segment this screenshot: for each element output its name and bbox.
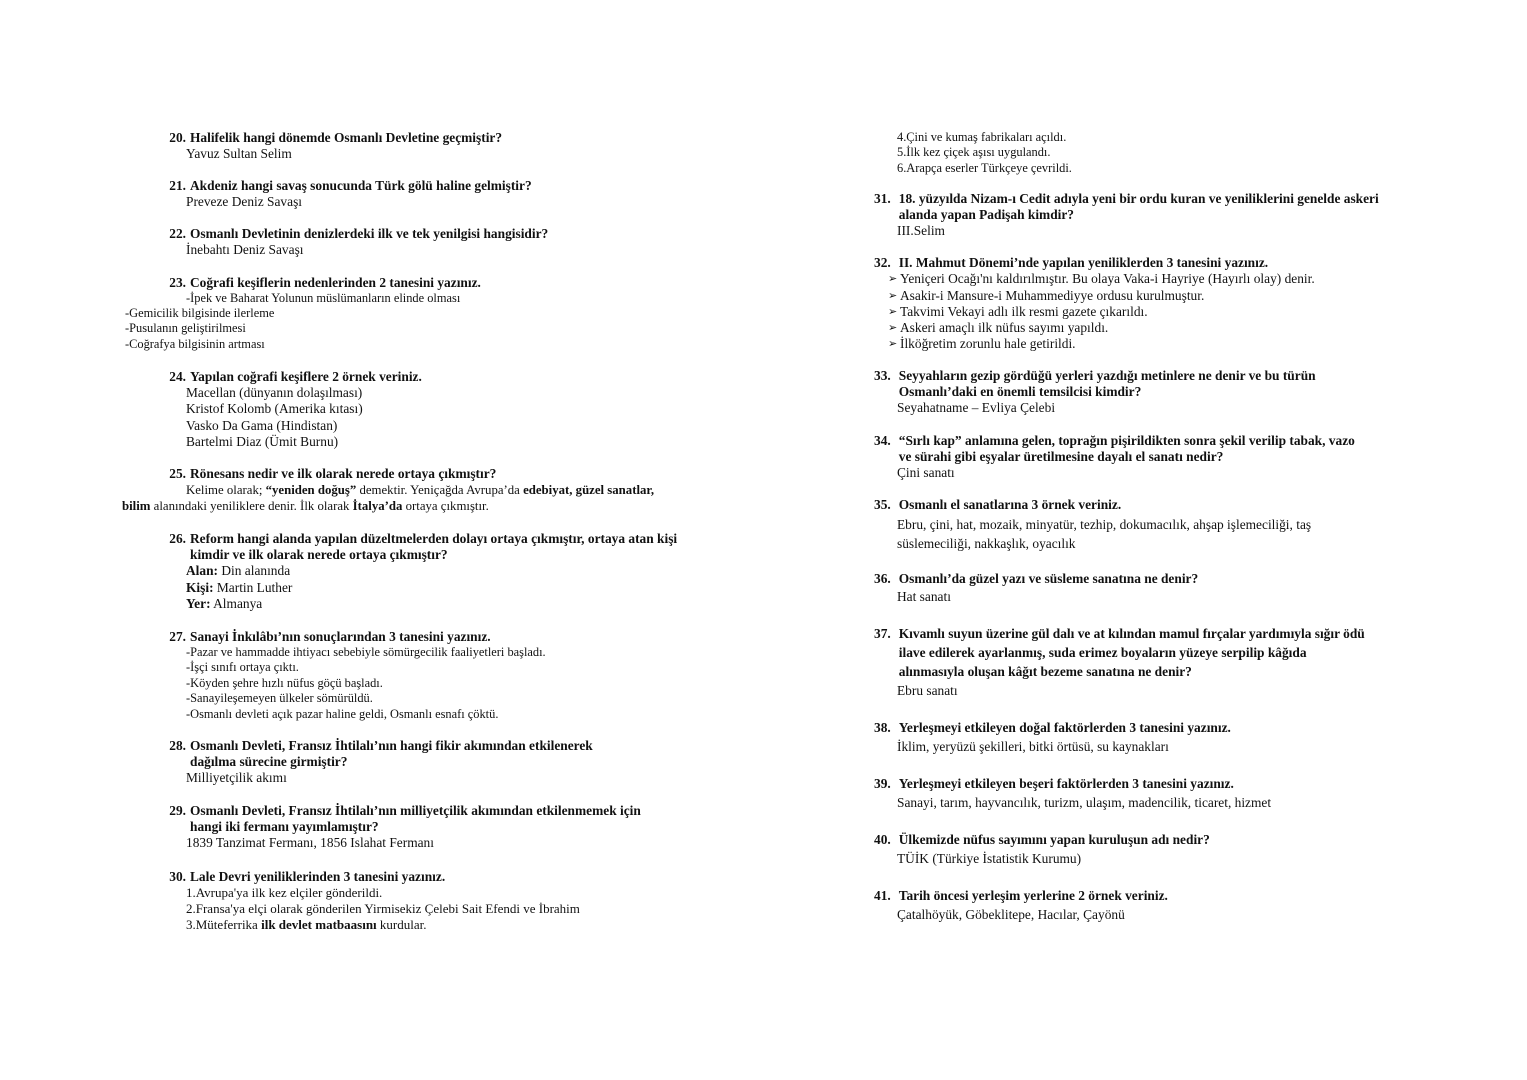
bullet-text: Takvimi Vekayi adlı ilk resmi gazete çıkarıldı. (900, 303, 1148, 319)
answer-line: 1.Avrupa'ya ilk kez elçiler gönderildi. (186, 884, 383, 900)
answer-label: Kişi: (186, 579, 214, 595)
answer-line: Bartelmi Diaz (Ümit Burnu) (186, 433, 339, 449)
answer: Milliyetçilik akımı (186, 770, 287, 786)
answer: 1839 Tanzimat Fermanı, 1856 Islahat Fermanı (186, 835, 434, 851)
answer-text: demektir. Yeniçağda Avrupa’da (356, 483, 524, 498)
answer-line (122, 917, 682, 933)
question-text: Osmanlı Devleti, Fransız İhtilalı’nın hangi fikir akımından etkilenerek dağılma sürecine girmiştir? (190, 738, 593, 770)
answer-text-bold: İtalya’da (352, 499, 403, 514)
bullet-text: Asakir-i Mansure-i Muhammediyye ordusu kurulmuştur. (900, 287, 1205, 303)
answer-text: ortaya çıkmıştır. (402, 499, 489, 514)
question-number: 41. (874, 887, 891, 903)
answer-line: -Osmanlı devleti açık pazar haline geldi, Osmanlı esnafı çöktü. (186, 706, 499, 721)
answer-label: Alan: (186, 563, 218, 579)
question-text: Halifelik hangi dönemde Osmanlı Devletine geçmiştir? (190, 130, 503, 145)
question-28 (122, 738, 682, 786)
answer: Preveze Deniz Savaşı (186, 194, 303, 210)
question-38 (874, 718, 1394, 756)
question-text: Tarih öncesi yerleşim yerlerine 2 örnek veriniz. (898, 887, 1168, 903)
answer-line (122, 596, 682, 612)
arrow-bullet-icon: ➢ (888, 273, 898, 286)
question-36 (874, 571, 1394, 606)
question-text: Osmanlı Devletinin denizlerdeki ilk ve tek yenilgisi hangisidir? (190, 226, 549, 242)
answer-line: -Sanayileşemeyen ülkeler sömürüldü. (186, 691, 373, 706)
left-column (122, 130, 682, 933)
question-number: 39. (874, 775, 891, 791)
answer: TÜİK (Türkiye İstatistik Kurumu) (897, 850, 1082, 866)
question-23 (122, 275, 682, 353)
answer-line: Macellan (dünyanın dolaşılması) (186, 385, 363, 401)
question-20 (122, 130, 682, 162)
question-21 (122, 178, 682, 210)
question-31 (874, 191, 1394, 239)
question-number: 36. (874, 570, 891, 586)
question-text: Rönesans nedir ve ilk olarak nerede ortaya çıkmıştır? (190, 466, 497, 482)
answer-line: 2.Fransa'ya elçi olarak gönderilen Yirmisekiz Çelebi Sait Efendi ve İbrahim (186, 900, 580, 916)
question-30 (122, 869, 682, 934)
answer-text: alanındaki yeniliklere denir. İlk olarak (150, 499, 353, 514)
answer: Ebru, çini, hat, mozaik, minyatür, tezhip, dokumacılık, ahşap işlemeciliği, taş süslemeciliği, nakkaşlık, oyacılık (897, 516, 1312, 551)
answer-value: Martin Luther (213, 579, 293, 595)
answer: Çini sanatı (897, 464, 955, 480)
question-22 (122, 226, 682, 258)
answer-line: Vasko Da Gama (Hindistan) (186, 417, 338, 433)
answer-line: -Pusulanın geliştirilmesi (125, 321, 246, 336)
bullet-item (874, 288, 1394, 304)
question-number: 30. (169, 868, 186, 884)
question-32 (874, 255, 1394, 352)
question-number: 24. (169, 369, 186, 385)
question-number: 31. (874, 191, 891, 207)
question-34 (874, 433, 1394, 481)
bullet-item (874, 320, 1394, 336)
answer-line: 5.İlk kez çiçek aşısı uygulandı. (897, 145, 1051, 160)
answer-value: Almanya (210, 595, 263, 611)
question-number: 37. (874, 625, 891, 641)
bullet-item (874, 304, 1394, 320)
question-text: Osmanlı el sanatlarına 3 örnek veriniz. (898, 496, 1122, 512)
question-text: Kıvamlı suyun üzerine gül dalı ve at kılından mamul fırçalar yardımıyla sığır ödü ilave edilerek ayarlanmış, suda erimez boyaların yüzeye serpilip kâğıda alınmasıyla oluşan kâğıt bezeme sanatına ne denir? (898, 625, 1365, 679)
answer-line: 4.Çini ve kumaş fabrikaları açıldı. (897, 130, 1067, 144)
question-text: Seyyahların gezip gördüğü yerleri yazdığı metinlere ne denir ve bu türün Osmanlı’daki en önemli temsilcisi kimdir? (898, 368, 1316, 400)
question-37 (874, 624, 1394, 700)
answer: İklim, yeryüzü şekilleri, bitki örtüsü, su kaynakları (897, 738, 1169, 754)
answer: Seyahatname – Evliya Çelebi (897, 400, 1056, 416)
answer: Hat sanatı (897, 588, 951, 604)
question-text: II. Mahmut Dönemi’nde yapılan yeniliklerden 3 tanesini yazınız. (898, 255, 1269, 271)
question-number: 25. (169, 466, 186, 482)
answer-line: -Pazar ve hammadde ihtiyacı sebebiyle sömürgecilik faaliyetleri başladı. (186, 645, 546, 660)
question-number: 21. (169, 178, 186, 194)
question-number: 38. (874, 719, 891, 735)
answer-line: Kristof Kolomb (Amerika kıtası) (186, 401, 363, 417)
answer-text-bold: ilk devlet matbaasını (261, 916, 377, 932)
right-column (874, 130, 1394, 924)
answer-line: -Gemicilik bilgisinde ilerleme (125, 306, 275, 321)
question-text: Sanayi İnkılâbı’nın sonuçlarından 3 tanesini yazınız. (190, 629, 491, 645)
answer-line: 6.Arapça eserler Türkçeye çevrildi. (897, 160, 1072, 175)
question-text: “Sırlı kap” anlamına gelen, toprağın pişirildikten sonra şekil verilip tabak, vazo ve sürahi gibi eşyalar üretilmesine dayalı el sanatı nedir? (898, 432, 1355, 464)
answer-text: 3.Müteferrika (186, 916, 262, 932)
answer-text: kurdular. (376, 916, 427, 932)
answer-text: Kelime olarak; (186, 483, 266, 498)
question-40 (874, 830, 1394, 868)
answer-text-bold: edebiyat, güzel sanatlar, bilim (122, 483, 655, 514)
question-30-continued (874, 130, 1394, 176)
answer-label: Yer: (186, 595, 211, 611)
question-number: 35. (874, 496, 891, 512)
answer-line: -Coğrafya bilgisinin artması (125, 336, 265, 351)
bullet-text: Yeniçeri Ocağı'nı kaldırılmıştır. Bu olaya Vaka-i Hayriye (Hayırlı olay) denir. (900, 271, 1315, 287)
answer-value: Din alanında (218, 563, 291, 579)
arrow-bullet-icon: ➢ (888, 305, 898, 318)
arrow-bullet-icon: ➢ (888, 322, 898, 335)
question-text: Coğrafi keşiflerin nedenlerinden 2 tanesini yazınız. (190, 274, 481, 290)
answer: Ebru sanatı (897, 682, 958, 698)
answer: III.Selim (897, 223, 945, 239)
bullet-item (874, 271, 1394, 287)
answer-line (122, 563, 682, 579)
question-33 (874, 368, 1394, 416)
question-24 (122, 369, 682, 450)
question-text: Osmanlı’da güzel yazı ve süsleme sanatına ne denir? (898, 570, 1199, 586)
question-number: 20. (169, 130, 186, 145)
question-39 (874, 774, 1394, 812)
question-text: Reform hangi alanda yapılan düzeltmelerden dolayı ortaya çıkmıştır, ortaya atan kişi kimdir ve ilk olarak nerede ortaya çıkmıştır? (190, 531, 678, 563)
question-number: 26. (169, 531, 186, 547)
question-number: 28. (169, 738, 186, 754)
question-text: Akdeniz hangi savaş sonucunda Türk gölü haline gelmiştir? (190, 178, 532, 194)
question-35 (874, 497, 1394, 553)
question-text: Yerleşmeyi etkileyen beşeri faktörlerden 3 tanesini yazınız. (898, 775, 1234, 791)
question-number: 32. (874, 255, 891, 271)
bullet-item (874, 336, 1394, 352)
question-text: Lale Devri yeniliklerinden 3 tanesini yazınız. (190, 868, 446, 884)
answer-line: -İşçi sınıfı ortaya çıktı. (186, 660, 299, 675)
answer: Çatalhöyük, Göbeklitepe, Hacılar, Çayönü (897, 906, 1125, 922)
answer-paragraph (58, 482, 682, 514)
question-number: 23. (169, 274, 186, 290)
answer-line (122, 580, 682, 596)
question-41 (874, 886, 1394, 924)
question-25 (122, 466, 682, 514)
question-text: Yapılan coğrafi keşiflere 2 örnek veriniz. (190, 369, 422, 385)
answer-line: -Köyden şehre hızlı nüfus göçü başladı. (186, 675, 383, 690)
question-number: 33. (874, 368, 891, 384)
answer: Sanayi, tarım, hayvancılık, turizm, ulaşım, madencilik, ticaret, hizmet (897, 794, 1272, 810)
answer-line: -İpek ve Baharat Yolunun müslümanların elinde olması (186, 290, 461, 305)
question-29 (122, 803, 682, 851)
answer: Yavuz Sultan Selim (186, 146, 292, 161)
arrow-bullet-icon: ➢ (888, 338, 898, 351)
question-text: Ülkemizde nüfus sayımını yapan kuruluşun adı nedir? (898, 831, 1210, 847)
question-text: Osmanlı Devleti, Fransız İhtilalı’nın milliyetçilik akımından etkilenmemek için hangi iki fermanı yayımlamıştır? (190, 803, 641, 835)
question-number: 34. (874, 432, 891, 448)
answer-text-bold: “yeniden doğuş” (265, 483, 357, 498)
bullet-text: Askeri amaçlı ilk nüfus sayımı yapıldı. (900, 320, 1109, 336)
question-number: 40. (874, 831, 891, 847)
question-27 (122, 629, 682, 722)
question-number: 22. (169, 226, 186, 242)
bullet-text: İlköğretim zorunlu hale getirildi. (900, 336, 1076, 352)
arrow-bullet-icon: ➢ (888, 289, 898, 302)
question-text: 18. yüzyılda Nizam-ı Cedit adıyla yeni bir ordu kuran ve yeniliklerini genelde askeri alanda yapan Padişah kimdir? (898, 191, 1379, 223)
answer: İnebahtı Deniz Savaşı (186, 242, 304, 258)
question-26 (122, 531, 682, 612)
question-number: 27. (169, 629, 186, 645)
question-text: Yerleşmeyi etkileyen doğal faktörlerden 3 tanesini yazınız. (898, 719, 1231, 735)
question-number: 29. (169, 803, 186, 819)
